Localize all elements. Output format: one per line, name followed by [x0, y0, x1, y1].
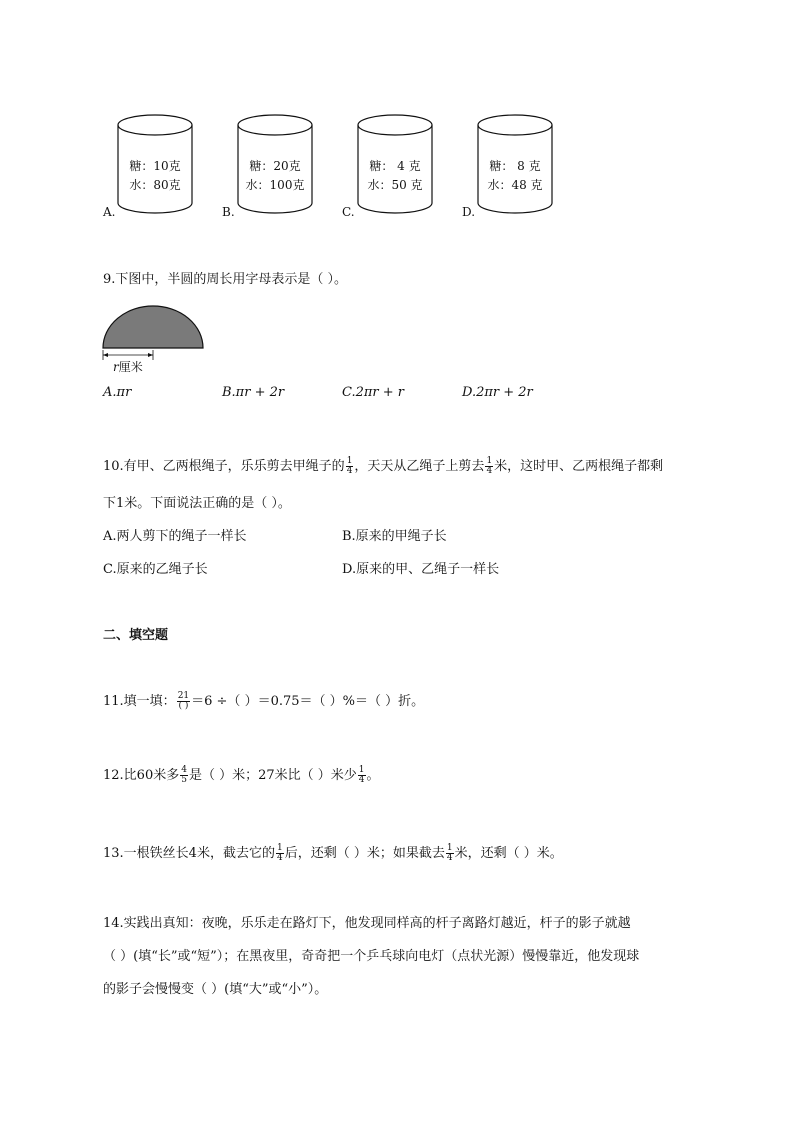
- q10-option-c: C.原来的乙绳子长: [103, 562, 208, 577]
- question-13: [103, 842, 563, 863]
- question-14-line3: 的影子会慢慢变（ ）(填“大”或“小”）。: [103, 982, 328, 997]
- q10-option-b: B.原来的甲绳子长: [342, 529, 447, 544]
- q13-text-c: 米，还剩（ ）米。: [454, 846, 563, 861]
- water-label: 水：80克: [129, 178, 181, 192]
- fraction-denominator: ( ): [178, 701, 189, 711]
- q13-text-a: 13.一根铁丝长4米，截去它的: [103, 846, 275, 861]
- question-9-text: 9.下图中，半圆的周长用字母表示是（ ）。: [103, 272, 348, 287]
- question-14-line2: （ ）(填“长”或“短”）；在黑夜里，奇奇把一个乒乓球向电灯（点状光源）慢慢靠近，他发现球: [103, 949, 640, 964]
- q11-rest: ＝6 ÷（ ）＝0.75＝（ ）%＝（ ）折。: [191, 694, 425, 709]
- cylinder-option-c: [356, 113, 434, 213]
- q10-text-b: ，天天从乙绳子上剪去: [354, 459, 485, 474]
- q10-text-a: 10.有甲、乙两根绳子，乐乐剪去甲绳子的: [103, 459, 345, 474]
- q11-prefix: 11.填一填：: [103, 694, 176, 709]
- q13-text-b: 后，还剩（ ）米；如果截去: [284, 846, 445, 861]
- q10-text-c: 米，这时甲、乙两根绳子都剩: [494, 459, 664, 474]
- section-heading: 二、填空题: [103, 628, 169, 643]
- fraction-denominator: 4: [276, 853, 283, 863]
- q9-option-b: B.πr + 2r: [222, 385, 285, 400]
- q9-option-c: C.2πr + r: [342, 385, 405, 400]
- fraction-denominator: 4: [346, 466, 353, 476]
- fraction-denominator: 4: [358, 775, 365, 785]
- question-10-line1: [103, 455, 663, 476]
- question-12: [103, 764, 380, 785]
- fraction-numerator: 1: [358, 765, 365, 775]
- fraction: [180, 766, 188, 785]
- sugar-label: 糖： 8 克: [489, 159, 541, 173]
- radius-unit: 厘米: [118, 360, 143, 374]
- fraction: [358, 766, 366, 785]
- fraction: [446, 844, 454, 863]
- option-letter-b: B.: [222, 205, 235, 219]
- sugar-label: 糖：20克: [249, 159, 301, 173]
- q12-text-a: 12.比60米多: [103, 768, 180, 783]
- option-letter-c: C.: [342, 205, 355, 219]
- cylinder-option-a: [116, 113, 194, 213]
- q10-option-d: D.原来的甲、乙绳子一样长: [342, 562, 500, 577]
- fraction: [346, 457, 354, 476]
- fraction-numerator: 1: [446, 843, 453, 853]
- q12-text-c: 。: [366, 768, 380, 783]
- fraction-numerator: 1: [346, 456, 353, 466]
- q12-text-b: 是（ ）米；27米比（ ）米少: [188, 768, 357, 783]
- fraction-denominator: 4: [446, 853, 453, 863]
- option-letter-a: A.: [103, 205, 116, 219]
- cylinder-option-b: [236, 113, 314, 213]
- cylinder-option-d: [476, 113, 554, 213]
- semicircle-figure: [101, 304, 211, 372]
- fraction-numerator: 21: [177, 691, 190, 701]
- water-label: 水：50 克: [367, 178, 423, 192]
- water-label: 水：48 克: [487, 178, 543, 192]
- fraction: [276, 844, 284, 863]
- q9-option-a: A.πr: [103, 385, 132, 400]
- question-11: [103, 690, 424, 711]
- fraction-denominator: 4: [486, 466, 493, 476]
- q10-option-a: A.两人剪下的绳子一样长: [103, 529, 247, 544]
- q9-option-d: D.2πr + 2r: [462, 385, 533, 400]
- sugar-label: 糖：10克: [129, 159, 181, 173]
- question-14-line1: 14.实践出真知：夜晚，乐乐走在路灯下，他发现同样高的杆子离路灯越近，杆子的影子就越: [103, 916, 631, 931]
- fraction-numerator: 1: [276, 843, 283, 853]
- fraction-numerator: 4: [181, 765, 187, 775]
- water-label: 水：100克: [245, 178, 305, 192]
- fraction: [177, 692, 190, 711]
- fraction-numerator: 1: [486, 456, 493, 466]
- question-10-line2: 下1米。下面说法正确的是（ ）。: [103, 496, 291, 511]
- fraction: [485, 457, 493, 476]
- radius-label: r: [113, 360, 119, 374]
- fraction-denominator: 5: [181, 775, 187, 785]
- option-letter-d: D.: [462, 205, 476, 219]
- sugar-label: 糖： 4 克: [369, 159, 421, 173]
